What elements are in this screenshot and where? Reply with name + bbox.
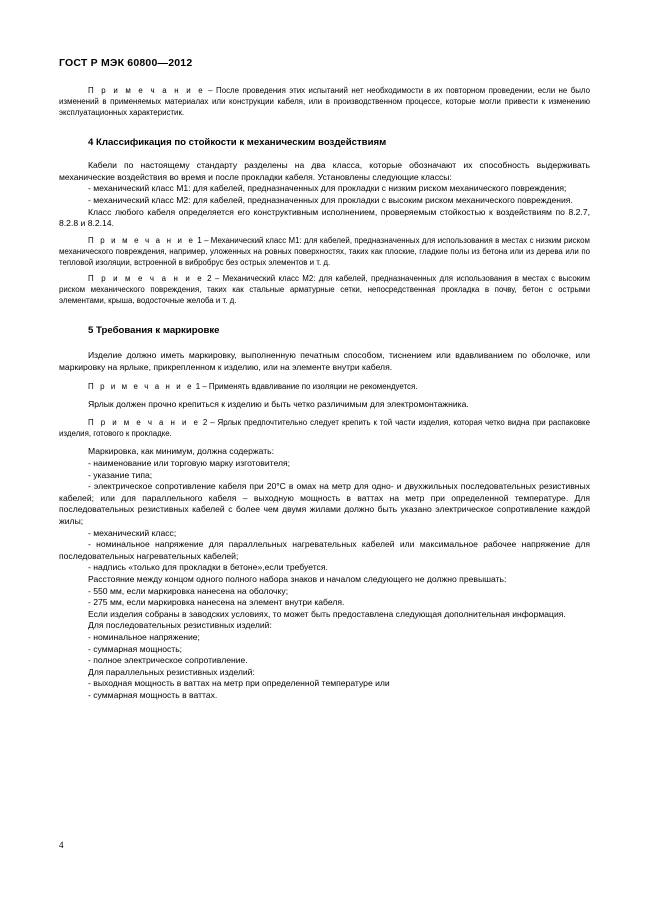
note-label: П р и м е ч а н и е [88,86,205,95]
section-5-list-item-3: - электрическое сопротивление кабеля при 20°С в омах на метр для одно- и двухжильных последовательных резистивных кабелей; или для параллельного кабеля – выходную мощность в ваттах на метр при определенной температуре. Для последовательных резистивных кабелей с более чем двумя жилами должно быть указано электрическое сопротивление каждой жилы; [59,481,590,527]
section-5-list-item-12: - выходная мощность в ваттах на метр при определенной температуре или [88,678,390,689]
page-number: 4 [59,840,64,850]
note-label: П р и м е ч а н и е [88,418,200,428]
intro-note [59,85,590,118]
note-label: П р и м е ч а н и е [88,274,204,284]
section-5-list-item-4: - механический класс; [88,527,177,538]
note-text: 2 – Механический класс М2: для кабелей, предназначенных для использования в местах с высоким риском механического повреждения, таких как стальные арматурные сетки, непосредственная прокладка в почву, бетон с острыми элементами, крыша, водосточные желоба и т. д. [59,274,590,306]
note-text: 2 – Ярлык предпочтительно следует крепить к той части изделия, которая четко видна при распаковке изделия, готового к прокладке. [59,418,590,439]
note-text: – После проведения этих испытаний нет необходимости в их повторном проведении, если не было изменений в применяемых материалах или конструкции кабеля, или в производственном процессе, которые могли привести к изменению эксплуатационных характеристик. [59,86,590,118]
spacer [59,149,590,160]
section-5-list-item-11: - полное электрическое сопротивление. [88,655,248,666]
note-text: 1 – Применять вдавливание по изоляции не рекомендуется. [193,381,418,391]
section-4-note-1 [59,235,590,268]
note-text: 1 – Механический класс М1: для кабелей, предназначенных для использования в местах с низким риском механического повреждения, например, уложенных на ровных поверхностях, таких как плоские, гладкие полы из бетона или из дерева или по тепловой изоляции, встроенной в вибробрус без острых элементов и т. д. [59,235,590,268]
section-5-list-item-6: - надпись «только для прокладки в бетоне»,если требуется. [88,562,328,573]
section-5-note-2 [59,417,590,439]
spacer [59,439,590,446]
section-4-paragraph-1: Кабели по настоящему стандарту разделены на два класса, которые обозначают их способность выдерживать механические воздействия во время и после прокладки кабеля. Установлены следующие классы: [59,160,590,182]
section-5-paragraph-6: Для последовательных резистивных изделий: [88,620,272,631]
spacer [59,410,590,417]
section-5-list-item-9: - номинальное напряжение; [88,631,200,642]
document-body [59,85,590,702]
spacer [59,337,590,350]
section-5-list-item-7: - 550 мм, если маркировка нанесена на оболочку; [88,585,289,596]
note-label: П р и м е ч а н и е [88,381,194,391]
section-5-list-item-8: - 275 мм, если маркировка нанесена на элемент внутри кабеля. [88,597,345,608]
section-4-heading: 4 Классификация по стойкости к механическим воздействиям [88,137,387,149]
note-label: П р и м е ч а н и е [88,235,195,245]
section-5-paragraph-7: Для параллельных резистивных изделий: [88,666,255,677]
section-4-paragraph-2: Класс любого кабеля определяется его конструктивным исполнением, проверяемым стойкостью к воздействиям по 8.2.7, 8.2.8 и 8.2.14. [59,206,590,229]
section-5-list-item-13: - суммарная мощность в ваттах. [88,689,218,700]
section-5-list-item-2: - указание типа; [88,469,153,480]
section-5-paragraph-2: Ярлык должен прочно крепиться к изделию и быть четко различимым для электромонтажника. [88,398,469,409]
spacer [59,306,590,324]
section-5-paragraph-5: Если изделия собраны в заводских условиях, то может быть предоставлена следующая дополнительная информация. [88,608,566,619]
section-5-heading: 5 Требования к маркировке [88,325,220,337]
section-4-list-item-1: - механический класс М1: для кабелей, предназначенных для прокладки с низким риском механического повреждения; [88,183,567,194]
section-5-list-item-10: - суммарная мощность; [88,643,183,654]
section-5-paragraph-3: Маркировка, как минимум, должна содержать: [88,446,274,457]
section-5-list-item-1: - наименование или торговую марку изготовителя; [88,458,291,469]
spacer [59,392,590,399]
section-4-list-item-2: - механический класс М2: для кабелей, предназначенных для прокладки с высоким риском механического повреждения. [88,195,573,206]
spacer [59,118,590,136]
spacer [59,374,590,381]
section-4-note-2 [59,273,590,306]
section-5-paragraph-4: Расстояние между концом одного полного набора знаков и началом следующего не должно превышать: [88,574,507,584]
section-5-note-1 [59,381,590,392]
section-5-paragraph-1: Изделие должно иметь маркировку, выполненную печатным способом, тиснением или вдавливанием по оболочке, или маркировку на ярлыке, прикрепленном к изделию, или на элементе внутри кабеля. [59,350,590,372]
document-header: ГОСТ Р МЭК 60800—2012 [59,57,193,69]
section-5-list-item-5: - номинальное напряжение для параллельных нагревательных кабелей или максимальное рабочее напряжение для последовательных нагревательных кабелей; [59,539,590,561]
